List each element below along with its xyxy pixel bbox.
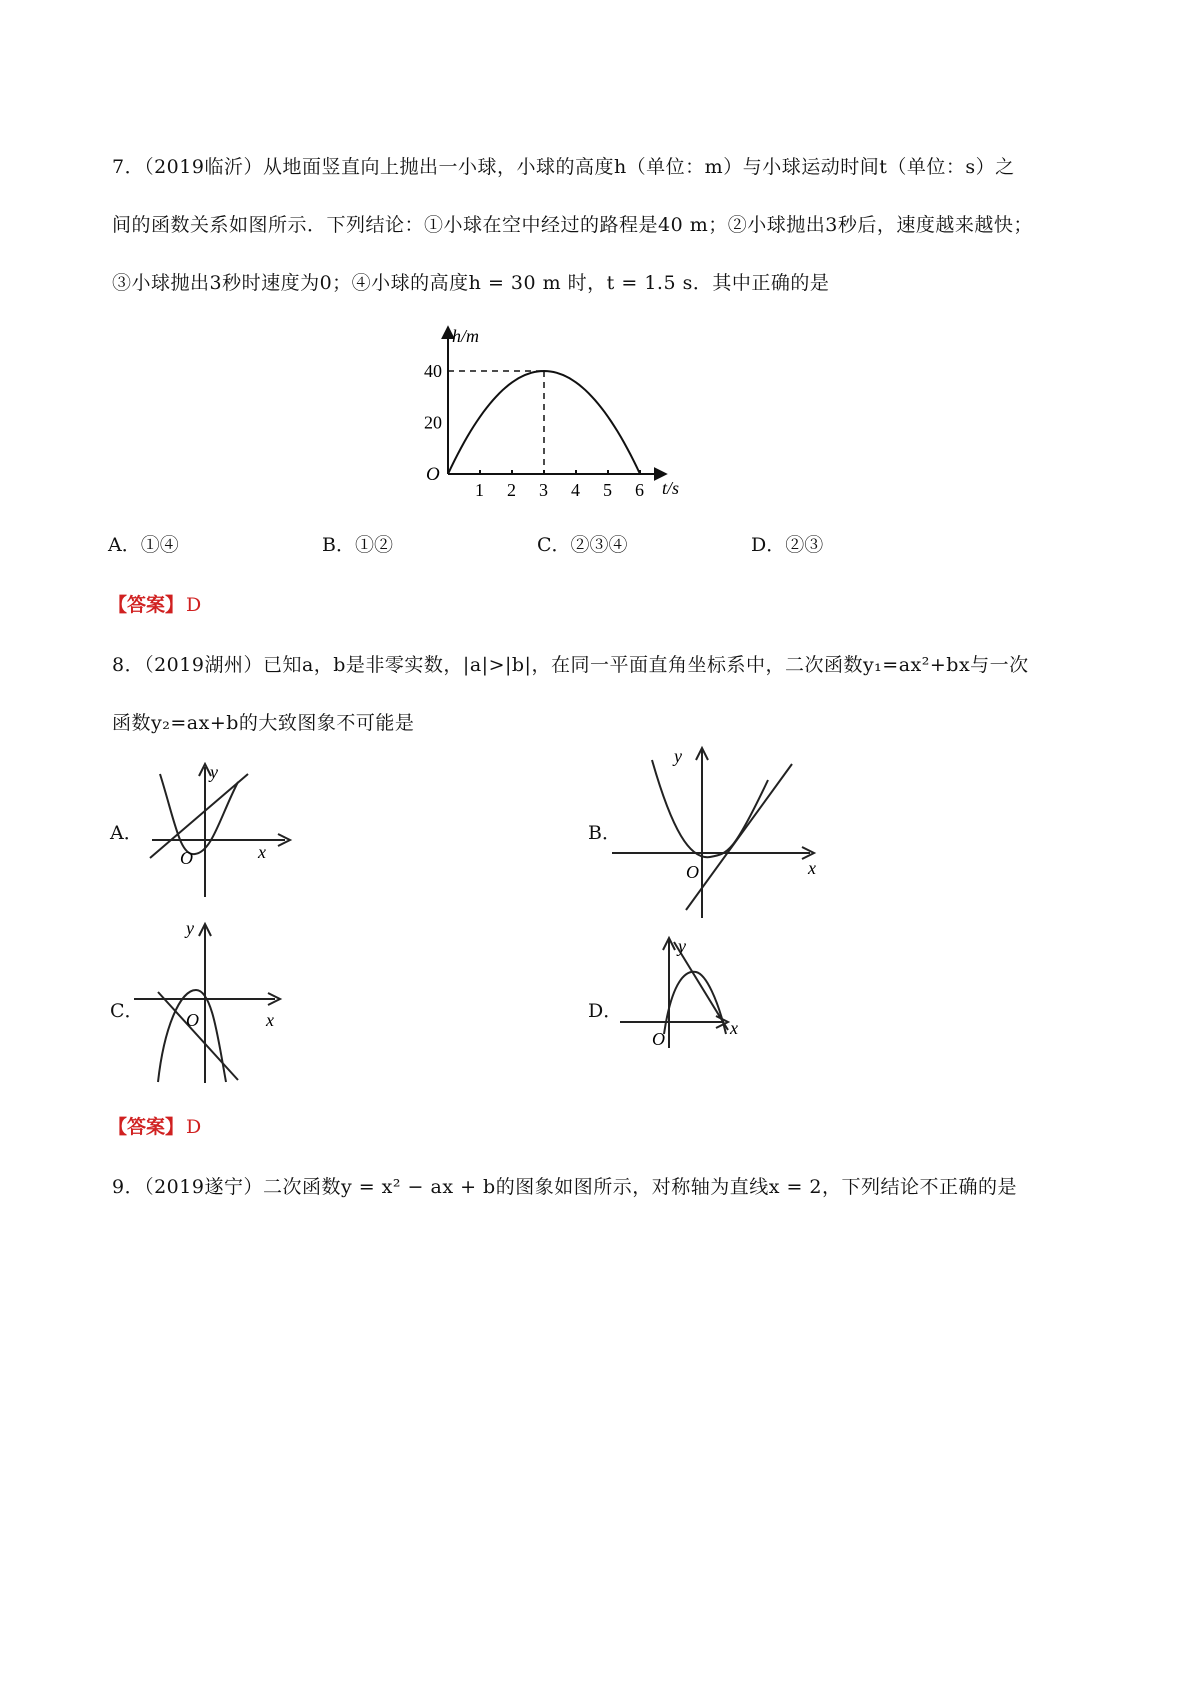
q8-option-d-graph — [612, 930, 772, 1050]
q8-option-c-graph — [130, 908, 310, 1088]
q7-answer-label: 【答案】 — [108, 594, 185, 616]
q7-option-a: A．①④ — [108, 534, 179, 556]
q8-option-a-label: A． — [110, 822, 143, 844]
q8-answer-value: D — [186, 1116, 202, 1138]
q7-origin-label: O — [426, 464, 440, 485]
q7-option-d: D．②③ — [751, 534, 824, 556]
q7-x-tick-label: 5 — [603, 480, 612, 500]
q7-option-b: B．①② — [322, 534, 393, 556]
svg-text:O: O — [180, 848, 193, 868]
svg-text:y: y — [210, 762, 218, 782]
q7-y-tick-label: 40 — [424, 361, 442, 381]
q7-x-tick-label: 1 — [475, 480, 484, 500]
svg-text:x: x — [808, 858, 816, 878]
q7-text-line-1: 7．（2019临沂）从地面竖直向上抛出一小球，小球的高度h（单位：m）与小球运动时间t（单位：s）之 — [112, 156, 1015, 178]
q7-answer-value: D — [186, 594, 202, 616]
svg-text:O: O — [686, 862, 699, 882]
q8-text-line-2: 函数y₂=ax+b的大致图象不可能是 — [112, 712, 415, 734]
q7-option-c: C．②③④ — [537, 534, 628, 556]
q7-x-tick-label: 2 — [507, 480, 516, 500]
q8-answer-label: 【答案】 — [108, 1116, 185, 1138]
q7-y-tick-label: 20 — [424, 412, 442, 433]
q7-text-line-3: ③小球抛出3秒时速度为0；④小球的高度h = 30 m 时，t = 1.5 s．其中正确的是 — [112, 272, 830, 294]
q7-x-tick-label: 4 — [571, 480, 580, 500]
svg-text:O: O — [652, 1029, 665, 1049]
q8-option-a-graph — [140, 762, 300, 902]
q8-option-d-label: D． — [588, 1000, 623, 1022]
q7-height-time-chart — [400, 318, 700, 508]
svg-text:y: y — [678, 936, 686, 956]
svg-text:x: x — [266, 1010, 274, 1030]
q7-x-tick-label: 6 — [635, 480, 644, 500]
q7-y-axis-label: h/m — [452, 326, 479, 346]
svg-text:y: y — [674, 746, 682, 766]
svg-text:y: y — [186, 918, 194, 938]
svg-text:O: O — [186, 1010, 199, 1030]
q7-answer — [108, 590, 201, 617]
q8-option-b-label: B． — [588, 822, 621, 844]
q9-text-line-1: 9．（2019遂宁）二次函数y = x² − ax + b的图象如图所示，对称轴为直线x = 2，下列结论不正确的是 — [112, 1176, 1018, 1198]
q7-text-line-2: 间的函数关系如图所示．下列结论：①小球在空中经过的路程是40 m；②小球抛出3秒后，速度越来越快； — [112, 214, 1033, 236]
q8-text-line-1: 8．（2019湖州）已知a，b是非零实数，|a|>|b|，在同一平面直角坐标系中，二次函数y₁=ax²+bx与一次 — [112, 654, 1029, 676]
q8-option-c-label: C． — [110, 1000, 144, 1022]
svg-text:x: x — [258, 842, 266, 862]
svg-text:x: x — [730, 1018, 738, 1038]
q7-x-tick-label: 3 — [539, 480, 548, 500]
q7-x-axis-label: t/s — [662, 478, 680, 498]
q8-option-b-graph — [610, 740, 830, 920]
q8-answer — [108, 1112, 201, 1139]
